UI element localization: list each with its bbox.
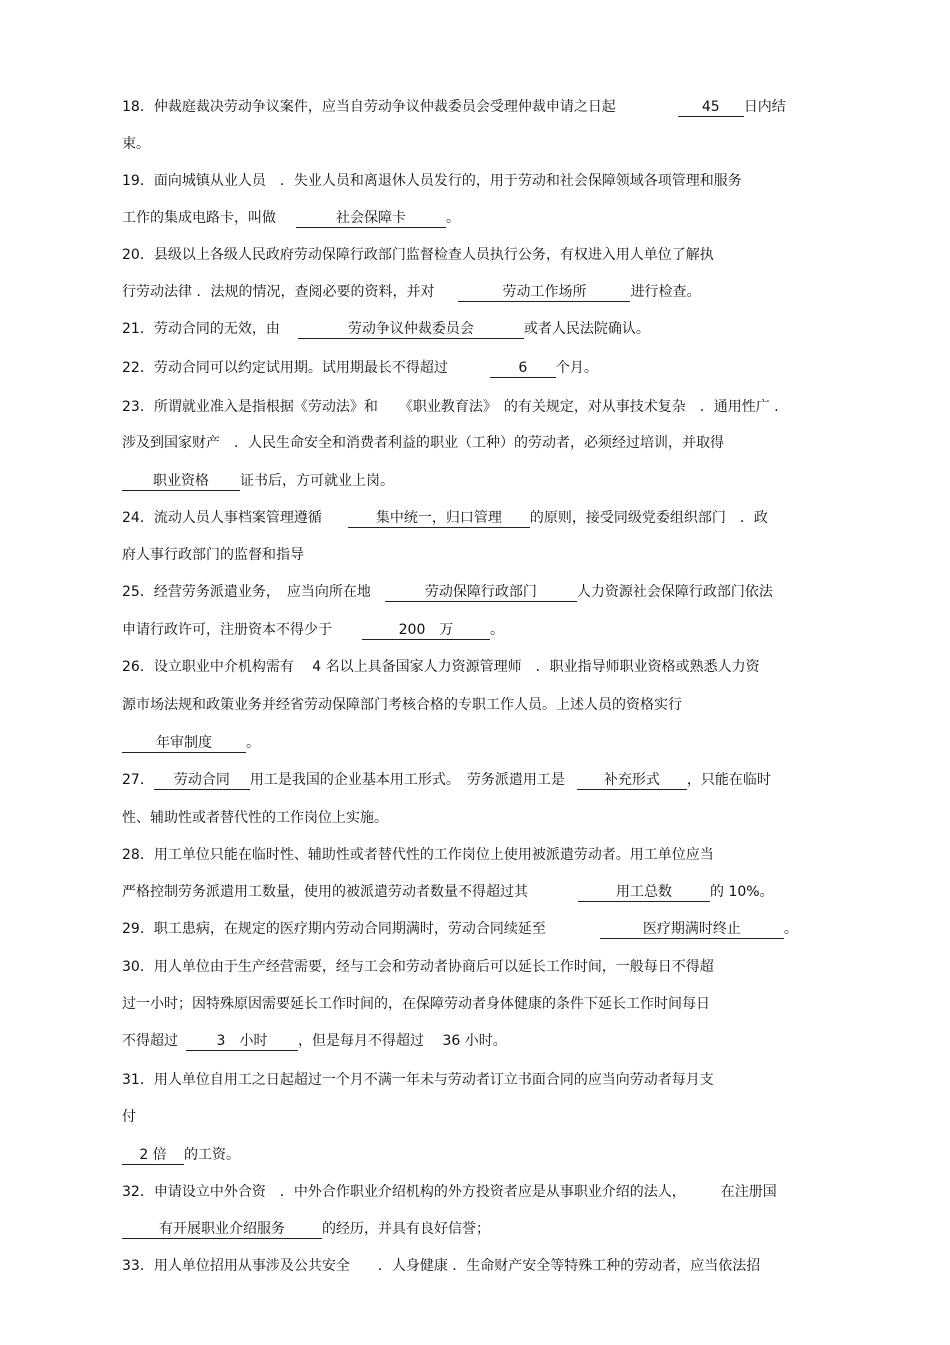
q23-line2 xyxy=(122,433,724,453)
q18-line1 xyxy=(122,97,786,117)
q29-answer: 医疗期满时终止 xyxy=(600,920,784,939)
q20-line1 xyxy=(122,245,714,265)
q30-text3: 不得超过 xyxy=(122,1033,178,1049)
q32-end: 的经历，并具有良好信誉； xyxy=(322,1221,490,1237)
q18-answer: 45 xyxy=(678,98,744,117)
q27-text: 用工是我国的企业基本用工形式。 劳务派遣用工是 xyxy=(249,772,565,788)
q26-line3 xyxy=(122,733,260,753)
q25-answer-2: 200 万 xyxy=(362,621,490,640)
q26-line1 xyxy=(122,657,760,677)
q24-cont: 府人事行政部门的监督和指导 xyxy=(122,547,304,563)
q31-text2: 付 xyxy=(122,1109,136,1125)
q23-line3 xyxy=(122,471,394,491)
q29-text: 29．职工患病，在规定的医疗期内劳动合同期满时，劳动合同续延至 xyxy=(122,921,546,937)
q26-answer: 年审制度 xyxy=(122,734,246,753)
q21-text: 21．劳动合同的无效，由 xyxy=(122,321,280,337)
q29-end: 。 xyxy=(783,921,798,937)
q28-line2 xyxy=(122,882,774,902)
q25-answer-1: 劳动保障行政部门 xyxy=(385,583,577,602)
q27-line2 xyxy=(122,808,388,828)
q28-answer: 用工总数 xyxy=(578,883,710,902)
q28-end: 的 10%。 xyxy=(710,884,774,900)
q19-line1 xyxy=(122,171,742,191)
q19-answer: 社会保障卡 xyxy=(296,209,446,228)
q18-line2 xyxy=(122,134,150,154)
q19-text2: 工作的集成电路卡，叫做 xyxy=(122,210,276,226)
q31-line1 xyxy=(122,1070,714,1090)
q25-line1 xyxy=(122,582,773,602)
q19-text: 19．面向城镇从业人员 ．失业人员和离退休人员发行的，用于劳动和社会保障领域各项管理和服务 xyxy=(122,173,742,189)
q18-cont: 束。 xyxy=(122,136,150,152)
q25-line2 xyxy=(122,620,504,640)
q27-answer-1: 劳动合同 xyxy=(154,771,250,790)
q22-line xyxy=(122,358,598,378)
q27-num: 27． xyxy=(122,772,154,788)
q30-line1 xyxy=(122,957,714,977)
q28-text2: 严格控制劳务派遣用工数量，使用的被派遣劳动者数量不得超过其 xyxy=(122,884,528,900)
q19-line2 xyxy=(122,208,460,228)
q23-answer: 职业资格 xyxy=(122,472,240,491)
q19-end: 。 xyxy=(446,210,460,226)
q26-line2 xyxy=(122,695,682,715)
q23-text: 23．所谓就业准入是指根据《劳动法》和 《职业教育法》 的有关规定，对从事技术复杂 ．通用性广 ． xyxy=(122,399,789,415)
q20-line2 xyxy=(122,282,700,302)
q20-answer: 劳动工作场所 xyxy=(458,283,630,302)
q21-answer: 劳动争议仲裁委员会 xyxy=(298,320,524,339)
q22-text: 22．劳动合同可以约定试用期。试用期最长不得超过 xyxy=(122,360,448,376)
q33-line1 xyxy=(122,1256,760,1276)
q24-line1 xyxy=(122,508,768,528)
q30-text2: 过一小时；因特殊原因需要延长工作时间的，在保障劳动者身体健康的条件下延长工作时间每日 xyxy=(122,996,710,1012)
q26-text: 26．设立职业中介机构需有 4 名以上具备国家人力资源管理师 ．职业指导师职业资格或熟悉人力资 xyxy=(122,659,760,675)
q23-line1 xyxy=(122,397,788,417)
q24-line2 xyxy=(122,545,304,565)
q20-text: 20．县级以上各级人民政府劳动保障行政部门监督检查人员执行公务，有权进入用人单位了解执 xyxy=(122,247,714,263)
q32-line1 xyxy=(122,1182,777,1202)
q27-answer-2: 补充形式 xyxy=(577,771,687,790)
q32-answer: 有开展职业介绍服务 xyxy=(122,1220,322,1239)
q31-text: 31．用人单位自用工之日起超过一个月不满一年未与劳动者订立书面合同的应当向劳动者每月支 xyxy=(122,1072,714,1088)
q30-line3 xyxy=(122,1031,507,1051)
q24-end: 的原则，接受同级党委组织部门 ．政 xyxy=(529,510,768,526)
q26-end: 。 xyxy=(246,735,260,751)
q18-text-end: 日内结 xyxy=(743,99,786,115)
q25-text: 25．经营劳务派遣业务， 应当向所在地 xyxy=(122,584,371,600)
q18-text: 18．仲裁庭裁决劳动争议案件，应当自劳动争议仲裁委员会受理仲裁申请之日起 xyxy=(122,99,616,115)
q20-text2: 行劳动法律 ．法规的情况，查阅必要的资料，并对 xyxy=(122,284,435,300)
q32-text: 32．申请设立中外合资 ．中外合作职业介绍机构的外方投资者应是从事职业介绍的法人， 在注册国 xyxy=(122,1184,777,1200)
q28-line1 xyxy=(122,845,714,865)
q31-line2 xyxy=(122,1107,136,1127)
q31-end: 的工资。 xyxy=(184,1147,240,1163)
q27-cont: 性、辅助性或者替代性的工作岗位上实施。 xyxy=(122,810,388,826)
q22-end: 个月。 xyxy=(555,360,598,376)
q23-text2: 涉及到国家财产 ．人民生命安全和消费者利益的职业（工种）的劳动者，必须经过培训，并取得 xyxy=(122,435,724,451)
q22-answer: 6 xyxy=(490,359,556,378)
q30-line2 xyxy=(122,994,710,1014)
q25-text2: 申请行政许可，注册资本不得少于 xyxy=(122,622,332,638)
q33-text: 33．用人单位招用从事涉及公共安全 ．人身健康 ．生命财产安全等特殊工种的劳动者，应当依法招 xyxy=(122,1258,761,1274)
q20-end: 进行检查。 xyxy=(630,284,701,300)
q27-end: ，只能在临时 xyxy=(686,772,771,788)
q21-end: 或者人民法院确认。 xyxy=(523,321,650,337)
q29-line xyxy=(122,919,798,939)
q28-text: 28．用工单位只能在临时性、辅助性或者替代性的工作岗位上使用被派遣劳动者。用工单位应当 xyxy=(122,847,714,863)
q23-end: 证书后，方可就业上岗。 xyxy=(240,473,394,489)
q30-end: ，但是每月不得超过 36 小时。 xyxy=(298,1033,507,1049)
q31-answer: 2 倍 xyxy=(122,1146,184,1165)
q31-line3 xyxy=(122,1145,240,1165)
q24-text: 24．流动人员人事档案管理遵循 xyxy=(122,510,322,526)
q27-line1 xyxy=(122,770,771,790)
q30-text: 30．用人单位由于生产经营需要，经与工会和劳动者协商后可以延长工作时间，一般每日不得超 xyxy=(122,959,714,975)
q25-end: 。 xyxy=(490,622,504,638)
q25-text-mid: 人力资源社会保障行政部门依法 xyxy=(576,584,773,600)
q26-text2: 源市场法规和政策业务并经省劳动保障部门考核合格的专职工作人员。上述人员的资格实行 xyxy=(122,697,682,713)
q24-answer: 集中统一，归口管理 xyxy=(348,509,530,528)
q21-line xyxy=(122,319,650,339)
q30-answer: 3 小时 xyxy=(186,1032,298,1051)
q32-line2 xyxy=(122,1219,490,1239)
